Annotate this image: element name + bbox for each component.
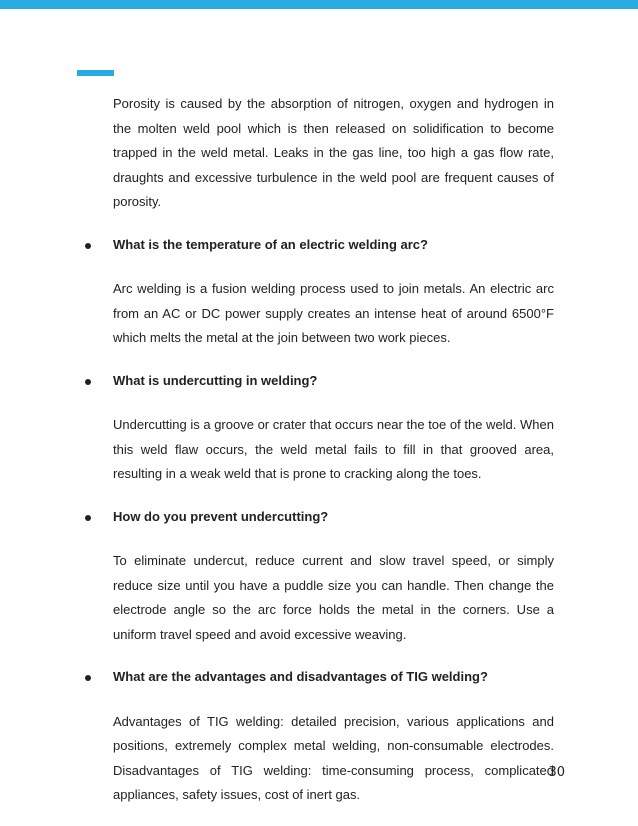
section-accent-dash (77, 70, 114, 76)
question-3 (85, 505, 554, 530)
question-text: What is the temperature of an electric welding arc? (113, 236, 428, 252)
answer-1: Arc welding is a fusion welding process used to join metals. An electric arc from an AC or DC power supply creates an intense heat of around 6500°F which melts the metal at the join between two work pieces. (113, 281, 554, 345)
question-text: How do you prevent undercutting? (113, 508, 329, 524)
bullet-icon (85, 675, 91, 681)
answer-2: Undercutting is a groove or crater that occurs near the toe of the weld. When this weld flaw occurs, the weld metal fails to fill in that grooved area, resulting in a weak weld that is prone to cracking along the toes. (113, 417, 554, 481)
bullet-icon (85, 243, 91, 249)
page-number: 30 (548, 765, 565, 780)
bullet-icon (85, 515, 91, 521)
question-4 (85, 665, 554, 690)
bullet-icon (85, 379, 91, 385)
question-2 (85, 369, 554, 394)
page-content (85, 92, 554, 808)
answer-3: To eliminate undercut, reduce current and slow travel speed, or simply reduce size until you have a puddle size you can handle. Then change the electrode angle so the arc force holds the metal in the corners. Use a uniform travel speed and avoid excessive weaving. (113, 553, 554, 642)
question-text: What are the advantages and disadvantages of TIG welding? (113, 669, 488, 684)
top-accent-bar (0, 0, 638, 9)
answer-4: Advantages of TIG welding: detailed precision, various applications and positions, extremely complex metal welding, non-consumable electrodes. Disadvantages of TIG welding: time-consuming process, complicated appliances, safety issues, cost of inert gas. (113, 713, 554, 802)
question-text: What is undercutting in welding? (113, 372, 318, 388)
intro-paragraph: Porosity is caused by the absorption of nitrogen, oxygen and hydrogen in the molten weld pool which is then released on solidification to become trapped in the weld metal. Leaks in the gas line, too high a gas flow rate, draughts and excessive turbulence in the weld pool are frequent causes of porosity. (113, 96, 554, 209)
question-1 (85, 233, 554, 258)
